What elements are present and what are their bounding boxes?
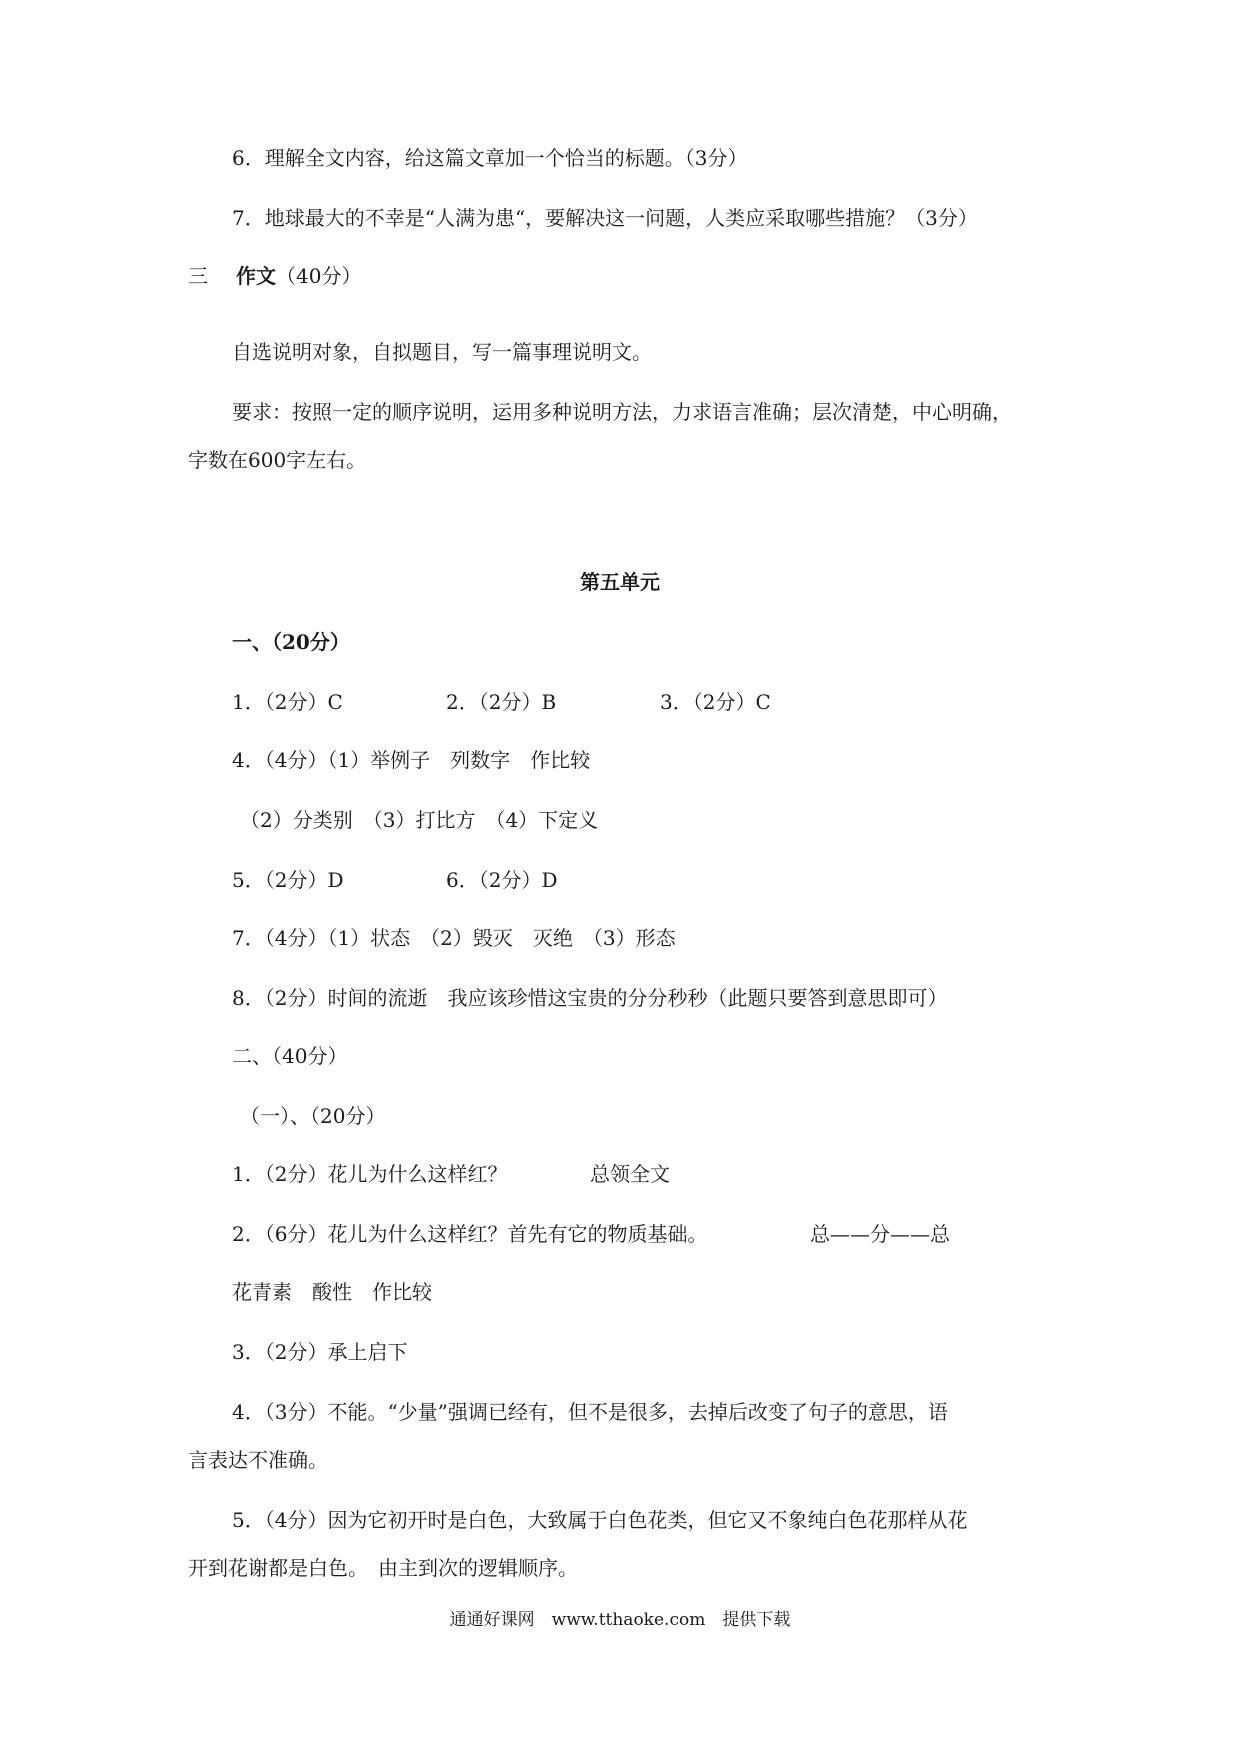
unit-title: 第五单元 (580, 570, 660, 594)
answer-4-line1: 4．（4分）（1）举例子 列数字 作比较 (232, 748, 591, 772)
b-answer-3: 3．（2分）承上启下 (232, 1340, 408, 1364)
b-answer-5-line1: 5．（4分）因为它初开时是白色，大致属于白色花类，但它又不象纯白色花那样从花 (232, 1508, 968, 1532)
b-answer-2-answer: 总——分——总 (810, 1222, 950, 1246)
answer-7: 7．（4分）（1）状态 （2）毁灭 灭绝 （3）形态 (232, 926, 676, 950)
composition-requirement-line1: 要求：按照一定的顺序说明，运用多种说明方法，力求语言准确；层次清楚，中心明确， (232, 400, 1012, 424)
footer-credit: 通通好课网 www.tthaoke.com 提供下载 (449, 1610, 791, 1630)
composition-score: （40分） (276, 264, 362, 288)
part2-heading: 二、（40分） (232, 1044, 348, 1068)
answer-8: 8．（2分）时间的流逝 我应该珍惜这宝贵的分分秒秒（此题只要答到意思即可） (232, 986, 948, 1010)
composition-heading (188, 262, 361, 290)
b-answer-5-line2: 开到花谢都是白色。 由主到次的逻辑顺序。 (188, 1556, 578, 1580)
question-7: 7．地球最大的不幸是“人满为患“，要解决这一问题，人类应采取哪些措施？（3分） (232, 206, 978, 230)
question-6: 6．理解全文内容，给这篇文章加一个恰当的标题。（3分） (232, 146, 748, 170)
b-answer-4-line1: 4．（3分）不能。“少量”强调已经有，但不是很多，去掉后改变了句子的意思，语 (232, 1400, 948, 1424)
composition-instruction: 自选说明对象，自拟题目，写一篇事理说明文。 (232, 340, 652, 364)
part1-heading: 一、（20分） (232, 630, 350, 654)
b-answer-1-answer: 总领全文 (590, 1162, 670, 1186)
answer-3: 3．（2分）C (660, 690, 771, 714)
b-answer-4-line2: 言表达不准确。 (188, 1448, 328, 1472)
composition-requirement-line2: 字数在600字左右。 (188, 448, 367, 472)
composition-title: 作文 (236, 264, 276, 288)
answer-4-line2: （2）分类别 （3）打比方 （4）下定义 (240, 808, 599, 832)
answer-1: 1．（2分）C (232, 690, 343, 714)
b-answer-2-text: 2．（6分）花儿为什么这样红？首先有它的物质基础。 (232, 1222, 708, 1246)
answer-2: 2．（2分）B (446, 690, 557, 714)
b-answer-2-line2: 花青素 酸性 作比较 (232, 1280, 432, 1304)
answer-6: 6．（2分）D (446, 868, 558, 892)
answer-5: 5．（2分）D (232, 868, 344, 892)
sub1-heading: （一）、（20分） (240, 1104, 386, 1128)
composition-number: 三 (188, 264, 208, 288)
b-answer-1-text: 1．（2分）花儿为什么这样红？ (232, 1162, 508, 1186)
